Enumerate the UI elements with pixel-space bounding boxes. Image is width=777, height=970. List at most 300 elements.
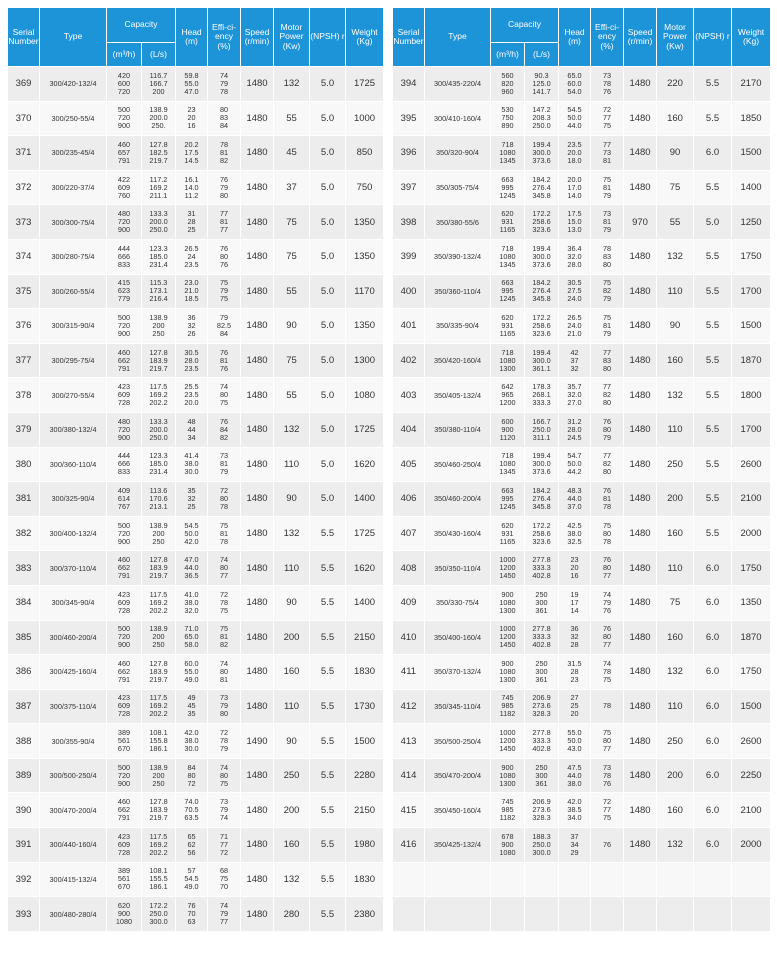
capacity-m3h-cell-value: 1245 (499, 501, 516, 511)
efficiency-cell-value: 78 (219, 536, 229, 546)
capacity-m3h-cell-value: 663 (501, 278, 514, 288)
speed-cell: 1480 (624, 516, 657, 551)
npsh-cell: 6.0 (694, 655, 732, 690)
capacity-ls-cell (525, 274, 559, 309)
efficiency-cell-value: 80 (219, 190, 229, 200)
capacity-m3h-cell (491, 274, 525, 309)
head-cell (176, 862, 208, 897)
head-cell (559, 205, 591, 240)
weight-cell: 1400 (346, 482, 384, 517)
capacity-m3h-cell-value: 666 (117, 459, 131, 469)
efficiency-cell (591, 585, 624, 620)
efficiency-cell (208, 758, 241, 793)
capacity-m3h-header: (m³/h) (107, 43, 142, 67)
head-cell-value: 25.5 (184, 382, 199, 392)
type-cell: 300/370-110/4 (40, 551, 107, 586)
motor-power-cell: 55 (274, 274, 310, 309)
type-cell: 300/295-75/4 (40, 343, 107, 378)
efficiency-header: Effi-ci-ency (%) (591, 8, 624, 67)
capacity-ls-cell (142, 101, 176, 136)
capacity-ls-cell-value: 219.7 (149, 363, 168, 373)
head-cell-value: 16.1 (184, 174, 199, 184)
weight-cell: 1870 (732, 620, 771, 655)
speed-cell: 1480 (241, 274, 274, 309)
capacity-m3h-cell-value: 1345 (499, 259, 516, 269)
serial-number-cell: 413 (393, 724, 425, 759)
capacity-m3h-cell-value: 389 (117, 866, 131, 876)
speed-cell: 1480 (624, 309, 657, 344)
capacity-ls-cell-value: 183.9 (149, 805, 168, 815)
efficiency-cell (591, 620, 624, 655)
efficiency-cell-value: 83 (602, 251, 612, 261)
efficiency-cell (591, 516, 624, 551)
capacity-m3h-cell-value: 718 (501, 347, 514, 357)
npsh-cell: 5.5 (694, 101, 732, 136)
npsh-cell: 5.5 (310, 793, 346, 828)
efficiency-cell-value: 76 (602, 839, 612, 849)
type-cell: 300/325-90/4 (40, 482, 107, 517)
npsh-cell: 5.5 (310, 585, 346, 620)
efficiency-cell-value: 70 (219, 882, 229, 892)
head-cell-value: 14 (570, 605, 579, 615)
speed-cell: 1480 (241, 758, 274, 793)
capacity-ls-cell-value: 311.1 (532, 432, 551, 442)
capacity-m3h-cell (107, 897, 142, 932)
serial-number-cell: 409 (393, 585, 425, 620)
right-table-body (393, 67, 771, 932)
capacity-ls-cell (525, 101, 559, 136)
motor-power-cell: 132 (657, 239, 694, 274)
head-cell (559, 758, 591, 793)
speed-cell: 1480 (624, 724, 657, 759)
head-cell-value: 20 (570, 563, 579, 573)
efficiency-cell (591, 412, 624, 447)
capacity-ls-cell-value: 258.6 (532, 217, 551, 227)
capacity-m3h-cell-value: 1000 (499, 624, 516, 634)
head-cell-value: 28 (570, 640, 579, 650)
weight-cell: 1080 (346, 378, 384, 413)
head-cell-value: 35 (187, 709, 196, 719)
capacity-m3h-cell-value: 642 (501, 382, 514, 392)
motor-power-cell: 110 (274, 447, 310, 482)
table-row (8, 205, 384, 240)
table-row (8, 551, 384, 586)
table-row (8, 655, 384, 690)
efficiency-cell-value: 80 (602, 398, 612, 408)
type-cell: 300/360-110/4 (40, 447, 107, 482)
capacity-m3h-cell (491, 724, 525, 759)
type-header: Type (40, 8, 107, 67)
capacity-ls-cell (525, 724, 559, 759)
capacity-ls-cell-value: 300.0 (149, 917, 168, 927)
capacity-m3h-cell-value: 460 (117, 658, 131, 668)
capacity-m3h-cell-value: 460 (117, 139, 131, 149)
efficiency-cell-value: 72 (219, 485, 229, 495)
serial-number-cell: 411 (393, 655, 425, 690)
head-cell-value: 59.8 (184, 70, 199, 80)
table-row (393, 482, 771, 517)
head-cell (176, 828, 208, 863)
efficiency-cell (208, 862, 241, 897)
npsh-cell: 5.0 (310, 274, 346, 309)
efficiency-cell (208, 620, 241, 655)
capacity-ls-cell-value: 231.4 (149, 467, 168, 477)
capacity-ls-cell-value: 127.8 (149, 347, 168, 357)
efficiency-cell-value: 76 (602, 778, 612, 788)
serial-number-cell: 388 (8, 724, 40, 759)
type-cell: 350/370-132/4 (425, 655, 491, 690)
head-cell-value: 23.5 (184, 363, 199, 373)
npsh-cell: 5.5 (694, 516, 732, 551)
capacity-ls-cell-value: 188.3 (532, 831, 551, 841)
head-cell-value: 20 (570, 709, 579, 719)
empty-cell (591, 862, 624, 897)
head-cell-value: 38.0 (184, 736, 199, 746)
capacity-ls-cell (142, 516, 176, 551)
capacity-ls-cell-value: 169.2 (149, 701, 168, 711)
capacity-m3h-cell-value: 1200 (499, 563, 516, 573)
capacity-ls-cell-value: 250.0 (532, 121, 551, 131)
efficiency-cell-value: 78 (602, 666, 612, 676)
capacity-ls-cell-value: 173.1 (149, 286, 168, 296)
type-cell: 350/425-132/4 (425, 828, 491, 863)
capacity-ls-cell-value: 333.3 (532, 632, 551, 642)
serial-number-cell: 378 (8, 378, 40, 413)
head-cell (559, 67, 591, 102)
capacity-m3h-cell-value: 900 (501, 589, 514, 599)
head-cell-value: 32.0 (567, 390, 582, 400)
capacity-ls-cell-value: 169.2 (149, 182, 168, 192)
capacity-ls-cell-value: 108.1 (149, 728, 168, 738)
npsh-cell: 5.5 (694, 482, 732, 517)
table-row (393, 620, 771, 655)
capacity-m3h-header: (m³/h) (491, 43, 525, 67)
head-cell (559, 274, 591, 309)
speed-cell: 1480 (241, 67, 274, 102)
npsh-cell: 5.5 (310, 724, 346, 759)
motor-power-header: Motor Power (Kw) (274, 8, 310, 67)
head-cell-value: 26 (187, 328, 196, 338)
capacity-ls-cell-value: 361 (535, 778, 548, 788)
motor-power-cell: 132 (657, 378, 694, 413)
capacity-ls-cell-value: 345.8 (532, 190, 551, 200)
head-cell-value: 28.0 (184, 355, 199, 365)
motor-power-cell: 160 (657, 793, 694, 828)
capacity-m3h-cell-value: 389 (117, 728, 131, 738)
head-cell-value: 32.0 (184, 605, 199, 615)
type-cell: 300/500-250/4 (40, 758, 107, 793)
capacity-m3h-cell-value: 728 (117, 605, 131, 615)
efficiency-cell-value: 75 (219, 874, 229, 884)
capacity-ls-cell-value: 185.0 (149, 251, 168, 261)
serial-number-cell: 408 (393, 551, 425, 586)
efficiency-cell-value: 79 (602, 432, 612, 442)
capacity-ls-cell-value: 127.8 (149, 797, 168, 807)
npsh-cell: 5.0 (310, 482, 346, 517)
efficiency-cell (208, 897, 241, 932)
efficiency-cell-value: 80 (602, 424, 612, 434)
capacity-m3h-cell (107, 67, 142, 102)
capacity-ls-cell-value: 345.8 (532, 294, 551, 304)
head-cell (559, 309, 591, 344)
motor-power-cell: 160 (657, 516, 694, 551)
type-cell: 350/320-90/4 (425, 136, 491, 171)
capacity-ls-cell-value: 123.3 (149, 243, 168, 253)
capacity-m3h-cell-value: 609 (117, 839, 131, 849)
capacity-ls-cell-value: 250.0 (532, 424, 551, 434)
type-cell: 350/500-250/4 (425, 724, 491, 759)
motor-power-cell: 55 (274, 378, 310, 413)
empty-cell (694, 862, 732, 897)
capacity-m3h-cell (491, 205, 525, 240)
table-row (8, 67, 384, 102)
capacity-ls-cell-value: 200 (152, 86, 165, 96)
type-cell: 300/355-90/4 (40, 724, 107, 759)
efficiency-cell-value: 81 (219, 674, 229, 684)
capacity-ls-cell-value: 300 (535, 666, 548, 676)
motor-power-cell: 220 (657, 67, 694, 102)
capacity-m3h-cell (491, 239, 525, 274)
head-cell-value: 23.5 (184, 390, 199, 400)
capacity-ls-cell (525, 378, 559, 413)
capacity-ls-cell-value: 250.0 (149, 909, 168, 919)
capacity-ls-cell-value: 250 (535, 762, 548, 772)
speed-cell: 1480 (624, 447, 657, 482)
table-row (8, 828, 384, 863)
efficiency-cell (208, 309, 241, 344)
capacity-ls-cell-value: 172.2 (532, 209, 551, 219)
efficiency-cell-value: 76 (602, 624, 612, 634)
head-cell-value: 54.5 (184, 520, 199, 530)
speed-header: Speed (r/min) (241, 8, 274, 67)
head-cell (176, 412, 208, 447)
head-cell-value: 34 (570, 839, 579, 849)
head-cell-value: 27.5 (567, 286, 582, 296)
type-cell: 300/375-110/4 (40, 689, 107, 724)
capacity-ls-cell-value: 328.3 (532, 709, 551, 719)
serial-number-cell: 396 (393, 136, 425, 171)
capacity-ls-cell-value: 155.8 (149, 736, 168, 746)
head-cell (176, 239, 208, 274)
speed-cell: 1480 (241, 689, 274, 724)
weight-cell: 1350 (346, 239, 384, 274)
capacity-ls-cell-value: 202.2 (149, 847, 168, 857)
left-table-body (8, 67, 384, 932)
capacity-m3h-cell-value: 1450 (499, 571, 516, 581)
capacity-ls-cell (525, 758, 559, 793)
efficiency-cell-value: 75 (219, 398, 229, 408)
efficiency-cell-value: 74 (219, 762, 229, 772)
serial-number-header: Serial Number (393, 8, 425, 67)
efficiency-cell-value: 80 (219, 105, 229, 115)
head-cell-value: 20.0 (567, 147, 582, 157)
capacity-ls-cell-value: 199.4 (532, 451, 551, 461)
empty-cell (425, 897, 491, 932)
capacity-ls-cell-value: 250. (151, 121, 166, 131)
capacity-m3h-cell (107, 309, 142, 344)
speed-cell: 1480 (624, 101, 657, 136)
capacity-m3h-cell-value: 662 (117, 666, 131, 676)
head-cell-value: 80 (187, 770, 196, 780)
efficiency-cell-value: 74 (219, 901, 229, 911)
table-row (393, 239, 771, 274)
motor-power-cell: 75 (274, 239, 310, 274)
capacity-ls-cell-value: 250 (535, 658, 548, 668)
capacity-m3h-cell-value: 995 (501, 286, 514, 296)
efficiency-cell-value: 80 (219, 493, 229, 503)
capacity-m3h-cell-value: 1345 (499, 467, 516, 477)
empty-cell (425, 862, 491, 897)
capacity-ls-cell-value: 155.5 (149, 874, 168, 884)
serial-number-cell: 374 (8, 239, 40, 274)
capacity-ls-cell-value: 250 (152, 536, 165, 546)
speed-cell: 1480 (241, 620, 274, 655)
serial-number-cell: 377 (8, 343, 40, 378)
head-cell-value: 58.0 (184, 640, 199, 650)
capacity-m3h-cell (107, 205, 142, 240)
efficiency-cell-value: 75 (219, 278, 229, 288)
serial-number-cell: 381 (8, 482, 40, 517)
efficiency-cell-value: 78 (602, 243, 612, 253)
capacity-ls-cell (142, 828, 176, 863)
efficiency-cell (591, 309, 624, 344)
capacity-m3h-cell-value: 666 (117, 251, 131, 261)
efficiency-cell-value: 75 (602, 728, 612, 738)
efficiency-cell-value: 77 (219, 571, 229, 581)
capacity-ls-cell-value: 333.3 (532, 398, 551, 408)
head-cell-value: 28.0 (567, 259, 582, 269)
head-cell-value: 36 (187, 312, 196, 322)
efficiency-cell-value: 78 (219, 597, 229, 607)
serial-number-cell: 369 (8, 67, 40, 102)
efficiency-cell (591, 724, 624, 759)
capacity-m3h-cell (107, 412, 142, 447)
npsh-cell: 5.0 (694, 205, 732, 240)
capacity-ls-cell-value: 117.5 (149, 382, 168, 392)
efficiency-cell-value: 72 (219, 589, 229, 599)
motor-power-cell: 200 (274, 793, 310, 828)
capacity-ls-cell-value: 373.6 (532, 155, 551, 165)
capacity-ls-cell-value: 300.0 (532, 459, 551, 469)
efficiency-cell-value: 77 (602, 744, 612, 754)
weight-cell: 1870 (732, 343, 771, 378)
efficiency-cell-value: 79 (602, 190, 612, 200)
capacity-ls-cell-value: 402.8 (532, 571, 551, 581)
capacity-ls-cell-value: 117.2 (149, 174, 168, 184)
table-row (8, 239, 384, 274)
capacity-ls-cell-value: 268.1 (532, 390, 551, 400)
table-row (393, 170, 771, 205)
head-cell (176, 551, 208, 586)
capacity-m3h-cell-value: 423 (117, 693, 131, 703)
weight-cell: 1620 (346, 447, 384, 482)
head-cell-value: 17 (570, 597, 579, 607)
capacity-ls-cell-value: 183.9 (149, 563, 168, 573)
speed-cell: 1480 (624, 655, 657, 690)
serial-number-cell: 389 (8, 758, 40, 793)
head-cell (559, 724, 591, 759)
efficiency-cell-value: 81 (602, 155, 612, 165)
head-cell-value: 20 (187, 113, 196, 123)
capacity-m3h-cell-value: 1080 (115, 917, 133, 927)
efficiency-cell (208, 828, 241, 863)
capacity-ls-cell-value: 117.5 (149, 831, 168, 841)
head-cell-value: 34.0 (567, 813, 582, 823)
capacity-ls-cell-value: 258.6 (532, 528, 551, 538)
efficiency-cell-value: 80 (602, 259, 612, 269)
capacity-m3h-cell-value: 720 (117, 424, 131, 434)
head-cell-value: 70.5 (184, 805, 199, 815)
capacity-ls-cell-value: 138.9 (149, 312, 168, 322)
efficiency-cell (591, 551, 624, 586)
npsh-cell: 5.0 (310, 309, 346, 344)
capacity-m3h-cell-value: 600 (501, 416, 514, 426)
head-cell (176, 689, 208, 724)
efficiency-cell (591, 655, 624, 690)
capacity-m3h-cell-value: 931 (501, 528, 514, 538)
capacity-ls-cell-value: 186.1 (149, 744, 168, 754)
type-cell: 300/345-90/4 (40, 585, 107, 620)
capacity-ls-cell-value: 123.3 (149, 451, 168, 461)
npsh-cell: 5.5 (694, 239, 732, 274)
capacity-m3h-cell-value: 1200 (499, 632, 516, 642)
speed-cell: 1480 (241, 447, 274, 482)
speed-cell: 1480 (624, 412, 657, 447)
capacity-ls-cell (525, 482, 559, 517)
speed-cell: 1480 (624, 585, 657, 620)
head-cell-value: 36 (570, 624, 579, 634)
npsh-cell: 5.0 (310, 205, 346, 240)
npsh-cell: 6.0 (694, 758, 732, 793)
head-cell-value: 16 (187, 121, 196, 131)
capacity-ls-cell-value: 127.8 (149, 658, 168, 668)
efficiency-cell-value: 82 (219, 432, 229, 442)
capacity-ls-cell-value: 250 (152, 640, 165, 650)
empty-cell (393, 897, 425, 932)
efficiency-cell-value: 77 (219, 225, 229, 235)
type-cell: 350/350-110/4 (425, 551, 491, 586)
capacity-ls-cell (525, 309, 559, 344)
head-cell (176, 67, 208, 102)
efficiency-cell-value: 77 (602, 451, 612, 461)
capacity-m3h-cell-value: 900 (117, 778, 131, 788)
speed-cell: 1480 (241, 136, 274, 171)
efficiency-cell-value: 79 (219, 312, 229, 322)
capacity-m3h-cell-value: 718 (501, 243, 514, 253)
efficiency-cell (591, 170, 624, 205)
head-cell-value: 44.2 (567, 467, 582, 477)
capacity-ls-cell-value: 219.7 (149, 155, 168, 165)
capacity-m3h-cell-value: 900 (117, 225, 131, 235)
table-row (8, 897, 384, 932)
head-cell-value: 26.5 (184, 243, 199, 253)
efficiency-cell-value: 80 (602, 736, 612, 746)
speed-cell: 970 (624, 205, 657, 240)
weight-cell: 2150 (346, 620, 384, 655)
weight-header: Weight (Kg) (732, 8, 771, 67)
serial-number-cell: 376 (8, 309, 40, 344)
efficiency-cell (591, 793, 624, 828)
type-cell: 300/235-45/4 (40, 136, 107, 171)
type-cell: 300/435-220/4 (425, 67, 491, 102)
weight-cell: 2100 (732, 482, 771, 517)
head-cell-value: 17.0 (567, 182, 582, 192)
empty-cell (657, 862, 694, 897)
capacity-m3h-cell-value: 500 (117, 624, 131, 634)
head-cell-value: 54.5 (567, 105, 582, 115)
weight-cell: 1830 (346, 655, 384, 690)
capacity-ls-cell-value: 402.8 (532, 744, 551, 754)
